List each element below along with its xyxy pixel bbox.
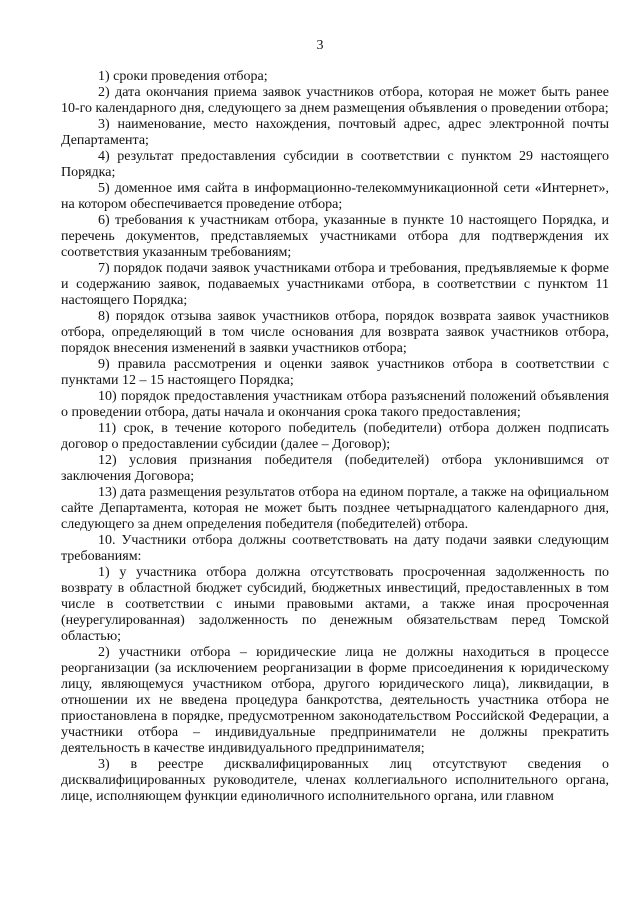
paragraph-1-12: 12) условия признания победителя (победителей) отбора уклонившимся от заключения Договора; <box>61 453 609 484</box>
paragraph-1-6: 6) требования к участникам отбора, указанные в пункте 10 настоящего Порядка, и перечень документов, представляемых участниками отбора для подтверждения их соответствия указанным требованиям; <box>61 213 609 260</box>
paragraph-2-2: 2) участники отбора – юридические лица не должны находиться в процессе реорганизации (за исключением реорганизации в форме присоединения к юридическому лицу, являющемуся участником отбора, другого юридического лица), ликвидации, в отношении их не введена процедура банкротства, деятельность участника отбора не приостановлена в порядке, предусмотренном законодательством Российской Федерации, а участники отбора – индивидуальные предприниматели не должны прекратить деятельность в качестве индивидуального предпринимателя; <box>61 645 609 756</box>
paragraph-1-8: 8) порядок отзыва заявок участников отбора, порядок возврата заявок участников отбора, определяющий в том числе основания для возврата заявок участников отбора, порядок внесения изменений в заявки участников отбора; <box>61 309 609 356</box>
paragraph-1-9: 9) правила рассмотрения и оценки заявок участников отбора в соответствии с пунктами 12 – 15 настоящего Порядка; <box>61 357 609 388</box>
paragraph-1-1: 1) сроки проведения отбора; <box>98 69 268 84</box>
document-body <box>61 69 609 805</box>
paragraph-1-3: 3) наименование, место нахождения, почтовый адрес, адрес электронной почты Департамента; <box>61 117 609 148</box>
paragraph-1-5: 5) доменное имя сайта в информационно-телекоммуникационной сети «Интернет», на котором обеспечивается проведение отбора; <box>61 181 609 212</box>
paragraph-1-10: 10) порядок предоставления участникам отбора разъяснений положений объявления о проведении отбора, даты начала и окончания срока такого предоставления; <box>61 389 609 420</box>
paragraph-2-3: 3) в реестре дисквалифицированных лиц отсутствуют сведения о дисквалифицированных руководителе, членах коллегиального исполнительного органа, лице, исполняющем функции единоличного исполнительного органа, или главном <box>61 757 609 804</box>
paragraph-1-2: 2) дата окончания приема заявок участников отбора, которая не может быть ранее 10-го календарного дня, следующего за днем размещения объявления о проведении отбора; <box>61 85 609 116</box>
page-number: 3 <box>316 38 324 53</box>
paragraph-1-13: 13) дата размещения результатов отбора на едином портале, а также на официальном сайте Департамента, которая не может быть позднее четырнадцатого календарного дня, следующего за днем определения победителя (победителей) отбора. <box>61 485 609 532</box>
paragraph-1-7: 7) порядок подачи заявок участниками отбора и требования, предъявляемые к форме и содержанию заявок, подаваемых участниками отбора, в соответствии с пунктом 11 настоящего Порядка; <box>61 261 609 308</box>
section-10-heading: 10. Участники отбора должны соответствовать на дату подачи заявки следующим требованиям: <box>61 533 609 564</box>
paragraph-1-4: 4) результат предоставления субсидии в соответствии с пунктом 29 настоящего Порядка; <box>61 149 609 180</box>
paragraph-1-11: 11) срок, в течение которого победитель (победители) отбора должен подписать договор о предоставлении субсидии (далее – Договор); <box>61 421 609 452</box>
paragraph-2-1: 1) у участника отбора должна отсутствовать просроченная задолженность по возврату в областной бюджет субсидий, бюджетных инвестиций, предоставленных в том числе в соответствии с иными правовыми актами, а также иная просроченная (неурегулированная) задолженность по денежным обязательствам перед Томской областью; <box>61 565 609 644</box>
